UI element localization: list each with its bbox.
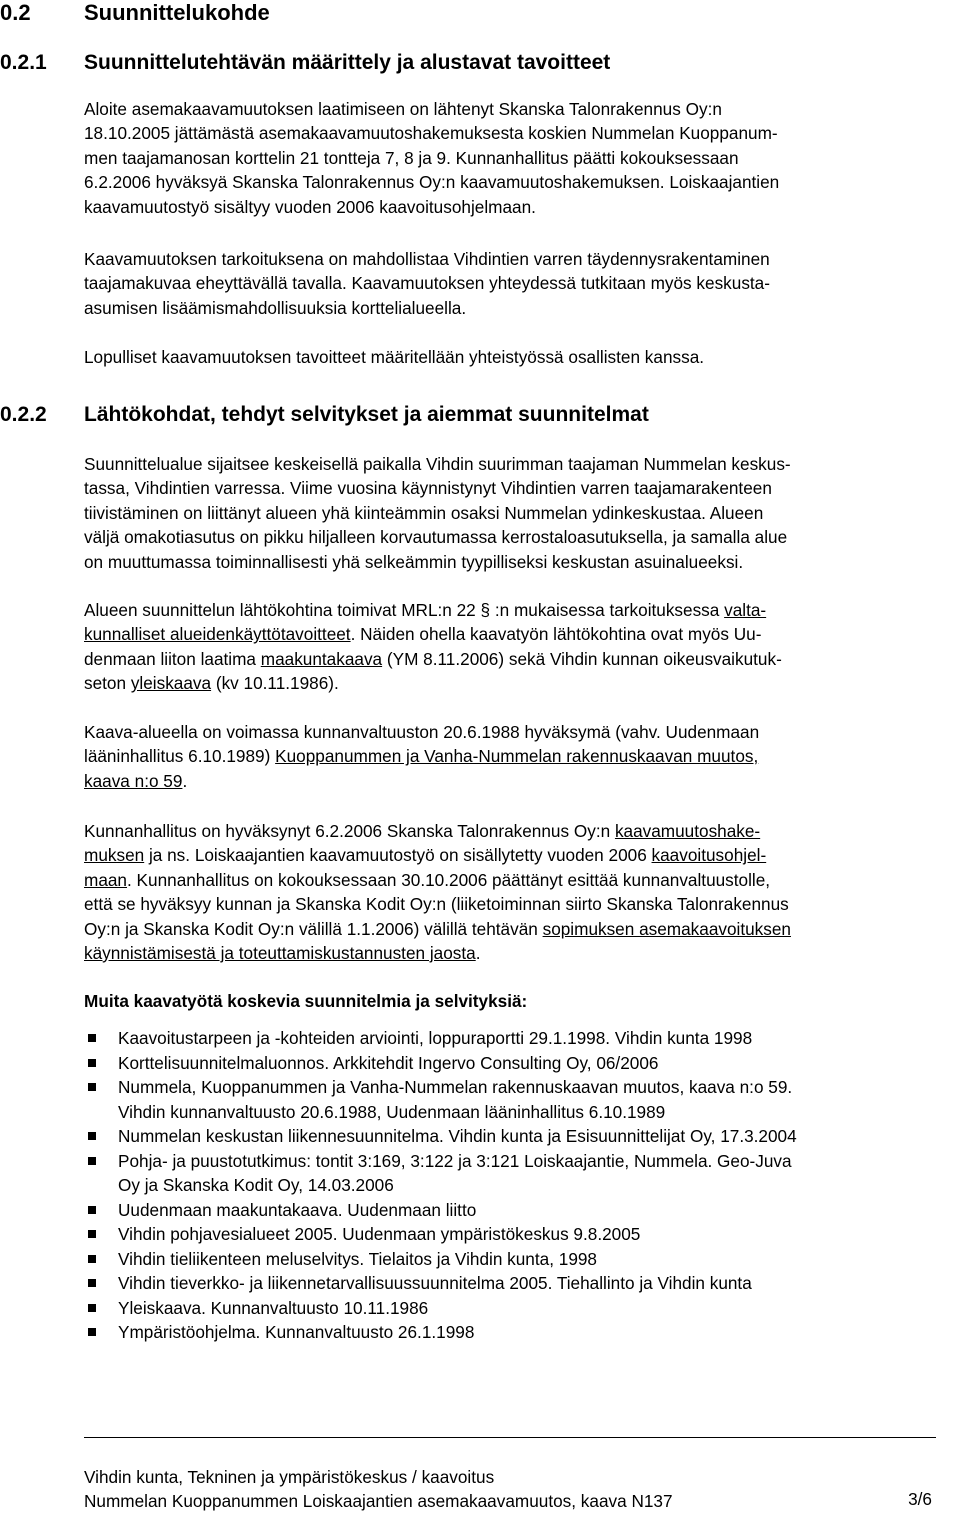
list-item-text: Vihdin kunnanvaltuusto 20.6.1988, Uudenmaan lääninhallitus 6.10.1989 <box>118 1101 666 1122</box>
list-item-text: Pohja- ja puustotutkimus: tontit 3:169, 3:122 ja 3:121 Loiskaajantie, Nummela. Geo-Juva <box>118 1150 792 1171</box>
paragraph-voimassa <box>84 720 958 793</box>
list-item <box>84 1247 958 1272</box>
document-list <box>84 1026 958 1345</box>
text-line <box>84 598 958 622</box>
text-line: on muuttumassa toiminnallisesti yhä selkeämmin tyypilliseksi keskustan asuinalueeksi. <box>84 551 744 572</box>
footer-divider <box>84 1437 936 1438</box>
text-span: ja ns. Loiskaajantien kaavamuutostyö on sisällytetty vuoden 2006 <box>144 845 652 866</box>
bullet-square-icon <box>88 1083 96 1091</box>
link-kaavoitusohjelmaan[interactable]: kaavoitusohjel- <box>651 845 767 866</box>
list-item <box>84 1296 958 1321</box>
list-item-text: Oy ja Skanska Kodit Oy, 14.03.2006 <box>118 1175 394 1195</box>
text-line: Suunnittelualue sijaitsee keskeisellä paikalla Vihdin suurimman taajaman Nummelan keskus- <box>84 454 791 474</box>
text-line: men taajamanosan korttelin 21 tontteja 7, 8 ja 9. Kunnanhallitus päätti kokouksessaan <box>84 147 739 168</box>
text-span: Alueen suunnittelun lähtökohtina toimivat MRL:n 22 § :n mukaisessa tarkoituksessa <box>84 600 725 620</box>
subsection-title: Suunnittelutehtävän määrittely ja alustavat tavoitteet <box>84 51 611 74</box>
text-span: (kv 10.11.1986). <box>211 673 339 694</box>
bullet-square-icon <box>88 1132 96 1140</box>
subsection-number: 0.2.2 <box>0 403 47 426</box>
link-valtakunnalliset-cont[interactable]: kunnalliset alueidenkäyttötavoitteet <box>84 624 351 645</box>
text-line: Kaavamuutoksen tarkoituksena on mahdollistaa Vihdintien varren täydennysrakentaminen <box>84 249 770 269</box>
paragraph-suunnittelualue <box>84 452 958 574</box>
text-span: seton <box>84 673 131 694</box>
text-line: 18.10.2005 jättämästä asemakaavamuutoshakemuksesta koskien Nummelan Kuoppanum- <box>84 123 778 144</box>
text-line <box>84 819 958 843</box>
text-span: . Näiden ohella kaavatyön lähtökohtina ovat myös Uu- <box>350 624 762 645</box>
list-item-text: Vihdin tieliikenteen meluselvitys. Tielaitos ja Vihdin kunta, 1998 <box>118 1248 597 1269</box>
bullet-square-icon <box>88 1230 96 1238</box>
text-line <box>84 843 958 867</box>
text-line <box>84 671 958 695</box>
page-number: 3/6 <box>908 1489 932 1509</box>
bullet-square-icon <box>88 1157 96 1165</box>
paragraph-lahtokohdat <box>84 598 958 696</box>
text-line: asumisen lisäämismahdollisuuksia korttelialueella. <box>84 297 467 318</box>
text-span: Oy:n ja Skanska Kodit Oy:n välillä 1.1.2006) välillä tehtävän <box>84 918 543 939</box>
link-maakuntakaava[interactable]: maakuntakaava <box>260 648 383 669</box>
list-item-text: Uudenmaan maakuntakaava. Uudenmaan liitto <box>118 1199 477 1220</box>
text-line: kaavamuutostyö sisältyy vuoden 2006 kaavoitusohjelmaan. <box>84 196 536 217</box>
link-kaavoitusohjelmaan-cont[interactable]: maan <box>84 869 127 890</box>
bullet-square-icon <box>88 1255 96 1263</box>
paragraph-tarkoitus <box>84 247 958 320</box>
link-kaavamuutoshakemuksen[interactable]: kaavamuutoshake- <box>614 821 761 841</box>
text-line <box>84 622 958 646</box>
list-item-text: Nummelan keskustan liikennesuunnitelma. Vihdin kunta ja Esisuunnittelijat Oy, 17.3.2004 <box>118 1126 797 1146</box>
bullet-square-icon <box>88 1034 96 1042</box>
list-item-text: Yleiskaava. Kunnanvaltuusto 10.11.1986 <box>118 1297 429 1318</box>
text-line <box>84 868 958 892</box>
text-line <box>84 769 958 793</box>
text-line: Lopulliset kaavamuutoksen tavoitteet määritellään yhteistyössä osallisten kanssa. <box>84 347 705 367</box>
text-line: Muita kaavatyötä koskevia suunnitelmia ja selvityksiä: <box>84 991 528 1011</box>
bullet-square-icon <box>88 1328 96 1336</box>
list-item-text: Vihdin pohjavesialueet 2005. Uudenmaan ympäristökeskus 9.8.2005 <box>118 1224 641 1244</box>
list-item <box>84 1320 958 1345</box>
list-item <box>84 1198 958 1223</box>
text-line <box>84 941 958 965</box>
text-span: . <box>475 942 481 963</box>
list-item <box>84 1222 958 1247</box>
footer-line-2: Nummelan Kuoppanummen Loiskaajantien asemakaavamuutos, kaava N137 <box>84 1491 673 1511</box>
footer-line-1: Vihdin kunta, Tekninen ja ympäristökeskus / kaavoitus <box>84 1467 495 1487</box>
text-line: väljä omakotiasutus on pikku hiljalleen korvautumassa kerrostaloasutuksella, ja samalla alue <box>84 527 788 548</box>
section-title: Suunnittelukohde <box>84 0 270 25</box>
list-item <box>84 1124 958 1149</box>
link-kaava-59[interactable]: kaava n:o 59 <box>84 770 183 791</box>
list-item-text: Ympäristöohjelma. Kunnanvaltuusto 26.1.1998 <box>118 1322 475 1342</box>
text-span: lääninhallitus 6.10.1989) <box>84 746 276 767</box>
list-item-text: Nummela, Kuoppanummen ja Vanha-Nummelan rakennuskaavan muutos, kaava n:o 59. <box>118 1077 793 1097</box>
text-line <box>84 917 958 941</box>
text-line <box>84 647 958 671</box>
link-valtakunnalliset[interactable]: valta- <box>724 600 767 620</box>
list-item-text: Vihdin tieverkko- ja liikennetarvallisuussuunnitelma 2005. Tiehallinto ja Vihdin kunta <box>118 1273 752 1293</box>
section-number: 0.2 <box>0 0 31 25</box>
bullet-square-icon <box>88 1059 96 1067</box>
paragraph-tavoitteet <box>84 345 958 369</box>
list-item <box>84 1075 958 1124</box>
list-item <box>84 1026 958 1051</box>
bullet-square-icon <box>88 1304 96 1312</box>
link-yleiskaava[interactable]: yleiskaava <box>130 673 212 694</box>
paragraph-kunnanhallitus <box>84 819 958 965</box>
bullet-square-icon <box>88 1279 96 1287</box>
list-item-text: Kaavoitustarpeen ja -kohteiden arviointi, loppuraportti 29.1.1998. Vihdin kunta 1998 <box>118 1028 753 1048</box>
link-rakennuskaavan-muutos[interactable]: Kuoppanummen ja Vanha-Nummelan rakennuskaavan muutos, <box>275 746 759 767</box>
text-span: . Kunnanhallitus on kokouksessaan 30.10.2006 päättänyt esittää kunnanvaltuustolle, <box>127 869 771 890</box>
text-span: . <box>182 770 188 791</box>
text-line: Aloite asemakaavamuutoksen laatimiseen on lähtenyt Skanska Talonrakennus Oy:n <box>84 99 722 119</box>
text-span: Kunnanhallitus on hyväksynyt 6.2.2006 Skanska Talonrakennus Oy:n <box>84 821 615 841</box>
subsection-title: Lähtökohdat, tehdyt selvitykset ja aiemmat suunnitelmat <box>84 403 649 426</box>
text-span: denmaan liiton laatima <box>84 648 261 669</box>
text-line: tassa, Vihdintien varressa. Viime vuosina käynnistynyt Vihdintien varren taajamarakenteen <box>84 478 772 499</box>
text-line: 6.2.2006 hyväksyä Skanska Talonrakennus Oy:n kaavamuutoshakemuksen. Loiskaajantien <box>84 172 780 193</box>
text-line: taajamakuvaa eheyttävällä tavalla. Kaavamuutoksen yhteydessä tutkitaan myös keskusta- <box>84 273 770 294</box>
text-line: että se hyväksyy kunnan ja Skanska Kodit Oy:n (liiketoiminnan siirto Skanska Talonrakennus <box>84 894 789 915</box>
list-item <box>84 1149 958 1198</box>
link-kaavamuutoshakemuksen-cont[interactable]: muksen <box>84 845 145 866</box>
text-line: Kaava-alueella on voimassa kunnanvaltuuston 20.6.1988 hyväksymä (vahv. Uudenmaan <box>84 722 760 742</box>
text-span: (YM 8.11.2006) sekä Vihdin kunnan oikeusvaikutuk- <box>382 648 782 669</box>
text-line <box>84 744 958 768</box>
text-line: tiivistäminen on liittänyt alueen yhä kiinteämmin osaksi Nummelan ydinkeskustaa. Alueen <box>84 502 764 523</box>
link-sopimus[interactable]: sopimuksen asemakaavoituksen <box>542 918 791 939</box>
paragraph-aloite <box>84 97 958 219</box>
list-item <box>84 1051 958 1076</box>
list-item-text: Korttelisuunnitelmaluonnos. Arkkitehdit Ingervo Consulting Oy, 06/2006 <box>118 1052 659 1073</box>
bullet-square-icon <box>88 1206 96 1214</box>
link-sopimus-cont[interactable]: käynnistämisestä ja toteuttamiskustannusten jaosta <box>84 942 476 963</box>
list-heading <box>84 989 958 1013</box>
subsection-number: 0.2.1 <box>0 51 47 74</box>
list-item <box>84 1271 958 1296</box>
